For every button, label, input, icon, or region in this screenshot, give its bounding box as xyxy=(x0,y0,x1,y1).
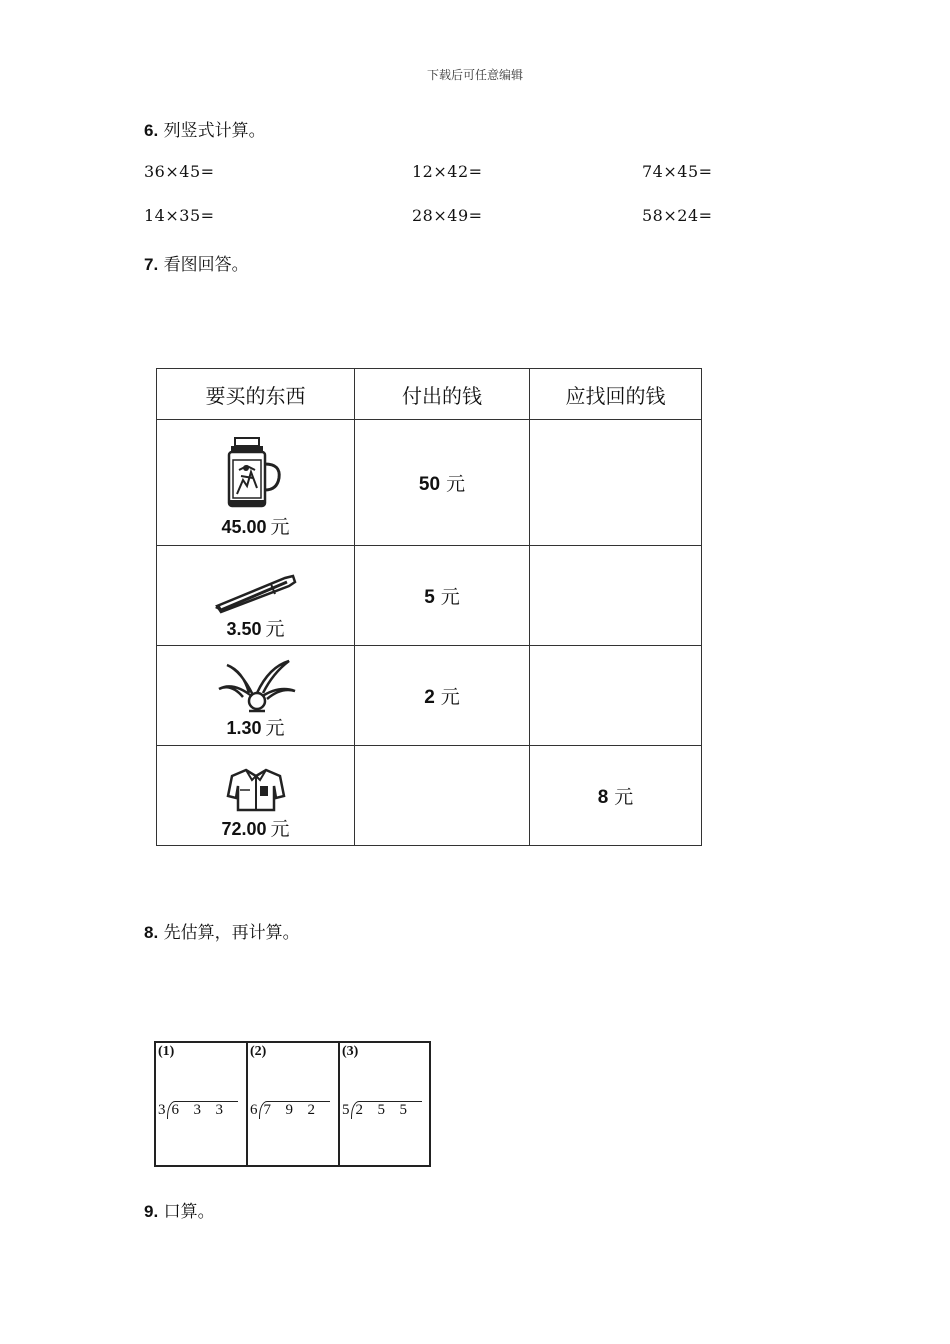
table-row xyxy=(157,420,702,546)
shopping-table xyxy=(156,368,702,846)
question-text: 口算。 xyxy=(163,1202,215,1222)
paid-amount: 2 元 xyxy=(424,686,460,708)
expression: 28×49= xyxy=(412,206,483,225)
division-bracket: 2 5 5 xyxy=(351,1101,422,1119)
problem-label: (1) xyxy=(158,1044,175,1059)
question-9-title xyxy=(144,1197,215,1222)
item-price: 45.00 元 xyxy=(221,516,290,538)
table-row xyxy=(157,646,702,746)
long-division xyxy=(158,1101,238,1119)
question-number: 8. xyxy=(144,923,159,942)
change-amount: 8 元 xyxy=(597,786,634,808)
pen-icon xyxy=(211,570,301,614)
problem-label: (2) xyxy=(250,1044,267,1059)
expression: 58×24= xyxy=(642,206,713,225)
question-text: 看图回答。 xyxy=(163,255,249,275)
long-division xyxy=(342,1101,422,1119)
question-number: 7. xyxy=(144,255,159,274)
item-cell xyxy=(157,546,355,646)
change-cell xyxy=(530,746,702,846)
division-problem-1 xyxy=(154,1041,248,1167)
shirt-icon xyxy=(226,766,286,812)
division-bracket: 6 3 3 xyxy=(167,1101,238,1119)
header-change: 应找回的钱 xyxy=(530,369,702,420)
expression: 74×45= xyxy=(642,162,713,181)
divisor: 6 xyxy=(250,1102,258,1118)
header-note: 下载后可任意编辑 xyxy=(426,68,523,82)
paid-cell xyxy=(355,546,530,646)
question-7-title xyxy=(144,250,249,275)
expression: 14×35= xyxy=(144,206,215,225)
paid-amount: 50 元 xyxy=(418,473,466,495)
divisor: 5 xyxy=(342,1102,350,1118)
header-item: 要买的东西 xyxy=(157,369,355,420)
paid-amount: 5 元 xyxy=(424,586,460,608)
expression: 12×42= xyxy=(412,162,483,181)
table-row xyxy=(157,546,702,646)
paid-cell xyxy=(355,646,530,746)
question-number: 9. xyxy=(144,1202,159,1221)
question-text: 列竖式计算。 xyxy=(163,121,266,141)
header-paid: 付出的钱 xyxy=(355,369,530,420)
item-cell xyxy=(157,420,355,546)
paid-cell[interactable] xyxy=(355,746,530,846)
long-division xyxy=(250,1101,330,1119)
item-cell xyxy=(157,646,355,746)
question-text: 先估算，再计算。 xyxy=(163,923,300,943)
table-header-row xyxy=(157,369,702,420)
paid-cell xyxy=(355,420,530,546)
problem-label: (3) xyxy=(342,1044,359,1059)
change-cell[interactable] xyxy=(530,646,702,746)
division-bracket: 7 9 2 xyxy=(259,1101,330,1119)
division-problem-3 xyxy=(338,1041,431,1167)
question-number: 6. xyxy=(144,121,159,140)
item-price: 3.50 元 xyxy=(226,618,285,640)
item-price: 1.30 元 xyxy=(226,717,285,739)
item-cell xyxy=(157,746,355,846)
table-row xyxy=(157,746,702,846)
question-6-title xyxy=(144,116,266,141)
change-cell[interactable] xyxy=(530,420,702,546)
change-cell[interactable] xyxy=(530,546,702,646)
divisor: 3 xyxy=(158,1102,166,1118)
question-8-title xyxy=(144,918,300,943)
division-problem-2 xyxy=(246,1041,340,1167)
shuttlecock-icon xyxy=(213,657,299,713)
item-price: 72.00 元 xyxy=(221,818,290,840)
jar-icon xyxy=(221,436,291,508)
expression: 36×45= xyxy=(144,162,215,181)
